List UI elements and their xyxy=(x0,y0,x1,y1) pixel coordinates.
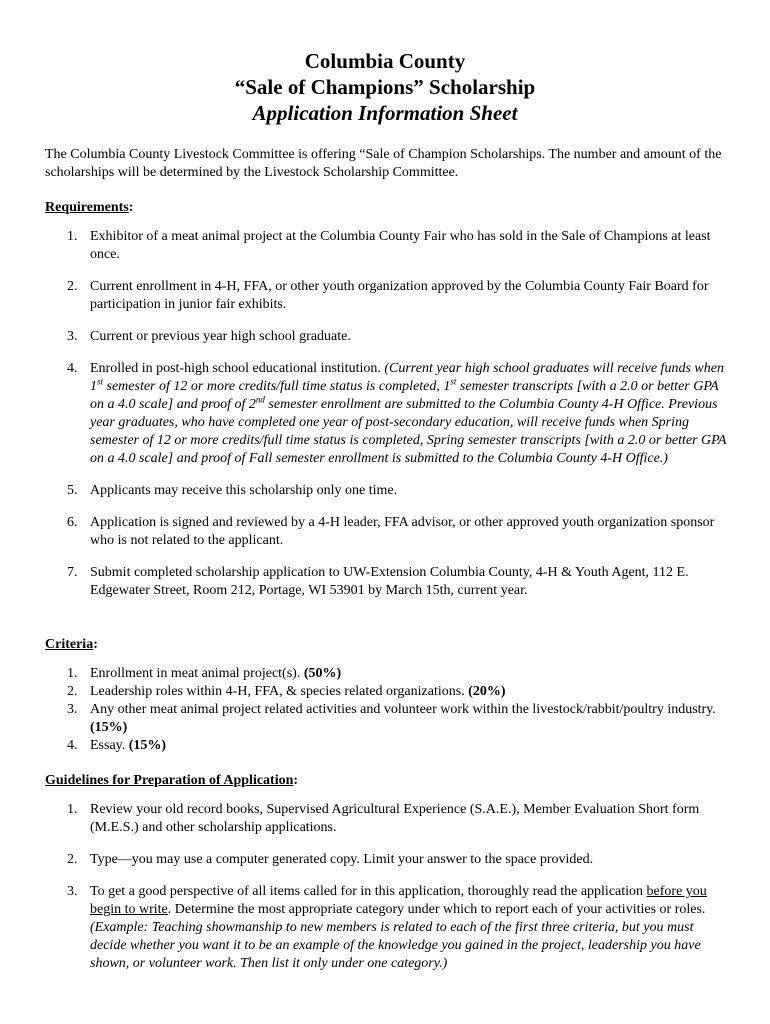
guidelines-list xyxy=(45,801,730,987)
list-item xyxy=(45,665,730,683)
item-number: 2. xyxy=(67,684,78,699)
criteria-heading xyxy=(45,636,98,654)
list-item xyxy=(45,801,730,837)
item-text: Application is signed and reviewed by a 4-H leader, FFA advisor, or other approved youth organization sponsor who is not related to the applicant. xyxy=(90,515,715,548)
note-part: semester enrollment are submitted to the Columbia County 4-H Office. Previous year graduates, who have completed one year of post-secondary education, will receive funds when Spring semester of 12 or more credits/full time status is completed, Spring semester transcripts [with a 2.0 or better GPA on a 4.0 scale] and proof of Fall semester enrollment is submitted to the Columbia County 4-H Office.) xyxy=(90,397,727,466)
item-number: 2. xyxy=(67,852,78,867)
item-number: 3. xyxy=(67,702,78,717)
title-block xyxy=(0,48,770,126)
item-text: Review your old record books, Supervised Agricultural Experience (S.A.E.), Member Evaluation Short form (M.E.S.) and other scholarship applications. xyxy=(90,802,700,835)
item-number: 5. xyxy=(67,483,78,498)
list-item xyxy=(45,278,730,314)
item-weight: (20%) xyxy=(468,684,506,699)
item-number: 3. xyxy=(67,329,78,344)
criteria-list xyxy=(45,665,730,755)
item-number: 1. xyxy=(67,802,78,817)
ordinal-superscript: st xyxy=(450,376,457,387)
item-underlined-text: before you begin to write xyxy=(90,884,707,917)
item-number: 6. xyxy=(67,515,78,530)
item-italic-note: (Example: Teaching showmanship to new members is related to each of the first three criteria, but you must decide whether you want it to be an example of the knowledge you gained in the project, leadership you have shown, or volunteer work. Then list it only under one category.) xyxy=(90,920,701,971)
item-italic-note xyxy=(90,361,726,466)
title-scholarship: “Sale of Champions” Scholarship xyxy=(234,75,536,99)
item-text: Type—you may use a computer generated copy. Limit your answer to the space provided. xyxy=(90,852,594,867)
item-text: Current or previous year high school graduate. xyxy=(90,329,351,344)
item-text: Enrollment in meat animal project(s). xyxy=(90,666,304,681)
item-text: Current enrollment in 4-H, FFA, or other youth organization approved by the Columbia County Fair Board for participation in junior fair exhibits. xyxy=(90,279,709,312)
guidelines-heading-colon: : xyxy=(293,773,299,788)
requirements-heading xyxy=(45,199,133,217)
guidelines-heading-text: Guidelines for Preparation of Application xyxy=(45,773,294,788)
list-item xyxy=(45,683,730,701)
list-item xyxy=(45,228,730,264)
intro-paragraph: The Columbia County Livestock Committee is offering “Sale of Champion Scholarships. The number and amount of the scholarships will be determined by the Livestock Scholarship Committee. xyxy=(45,147,722,180)
criteria-heading-colon: : xyxy=(93,637,98,652)
title-info-sheet: Application Information Sheet xyxy=(252,101,518,125)
list-item xyxy=(45,514,730,550)
item-text: Enrolled in post-high school educational institution. xyxy=(90,361,385,376)
item-number: 1. xyxy=(67,666,78,681)
list-item xyxy=(45,360,730,468)
item-number: 4. xyxy=(67,738,78,753)
item-text: Applicants may receive this scholarship only one time. xyxy=(90,483,398,498)
item-number: 1. xyxy=(67,229,78,244)
item-weight: (15%) xyxy=(90,720,128,735)
note-part: (Current year high school graduates will receive funds when 1 xyxy=(90,361,724,394)
item-number: 7. xyxy=(67,565,78,580)
item-text: Submit completed scholarship application to UW-Extension Columbia County, 4-H & Youth Agent, 112 E. Edgewater Street, Room 212, Portage, WI 53901 by March 15th, current year. xyxy=(90,565,689,598)
item-text: To get a good perspective of all items called for in this application, thoroughly read the application xyxy=(90,884,647,899)
item-text: Essay. xyxy=(90,738,129,753)
item-weight: (15%) xyxy=(128,738,167,753)
list-item xyxy=(45,564,730,600)
item-weight: (50%) xyxy=(303,666,342,681)
item-text: . Determine the most appropriate category under which to report each of your activities or roles. xyxy=(167,902,706,917)
requirements-heading-colon: : xyxy=(128,200,134,215)
criteria-heading-text: Criteria xyxy=(45,637,94,652)
list-item xyxy=(45,737,730,755)
item-text: Exhibitor of a meat animal project at the Columbia County Fair who has sold in the Sale of Champions at least once. xyxy=(90,229,711,262)
guidelines-heading xyxy=(45,772,298,790)
item-number: 3. xyxy=(67,884,78,899)
list-item xyxy=(45,883,730,973)
list-item xyxy=(45,328,730,346)
ordinal-superscript: st xyxy=(97,376,104,387)
requirements-list xyxy=(45,228,730,614)
list-item xyxy=(45,482,730,500)
ordinal-superscript: nd xyxy=(255,394,265,405)
item-text: Any other meat animal project related activities and volunteer work within the livestock/rabbit/poultry industry. xyxy=(90,702,716,717)
title-county: Columbia County xyxy=(304,49,466,73)
requirements-heading-text: Requirements xyxy=(45,200,129,215)
list-item xyxy=(45,851,730,869)
note-part: semester of 12 or more credits/full time status is completed, 1 xyxy=(103,379,451,394)
item-text: Leadership roles within 4-H, FFA, & species related organizations. xyxy=(90,684,469,699)
note-part: semester transcripts [with a 2.0 or better GPA on a 4.0 scale] and proof of 2 xyxy=(90,379,719,412)
list-item xyxy=(45,701,730,737)
item-number: 4. xyxy=(67,361,78,376)
item-number: 2. xyxy=(67,279,78,294)
